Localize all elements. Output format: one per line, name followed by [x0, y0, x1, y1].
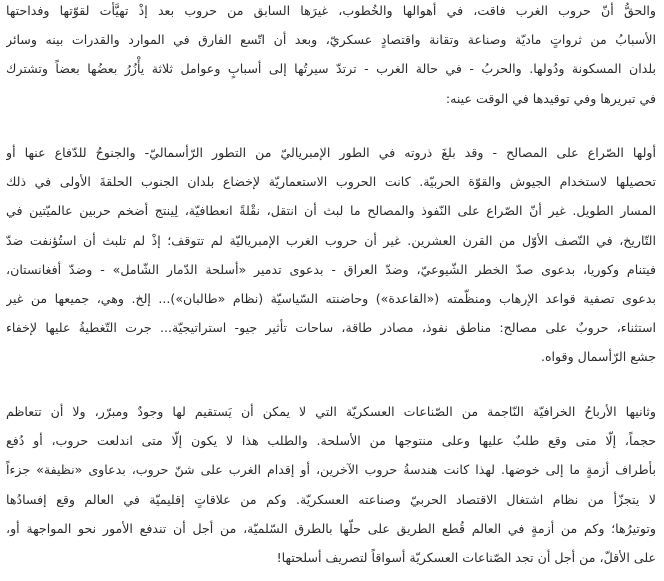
text-line: الأسبابُ من ثرواتٍ ماديّة وصناعة وتقانة واقتصادٍ عسكريّ، وبعد أن اتّسع الفارق في الموارد والقدرات بينه وسائر: [6, 32, 656, 48]
text-line: بلدان المسكونة ودُولها. والحربُ - في حالة الغرب - ترتدّ سيرتُها إلى أسبابٍ وعوامل ثلاثة يأْزُرُ بعضُها بعضاً وتشترك: [6, 61, 656, 77]
paragraph-first-reason: [6, 138, 656, 372]
text-line: أولها الصّراع على المصالح - وقد بلغَ ذروته في الطور الإمبرياليّ من التطور الرّأسماليّ- والجنوحُ للدّفاع عنها أو: [6, 145, 656, 160]
text-line: التّاريخ، في النّصف الأوّل من القرن العشرين. غير أن حروب الغرب الإمبرياليّة لم تتوقف؛ إذْ لم تلبث أن استُؤنفت ضدّ: [6, 232, 656, 248]
text-line: جشع الرّأسمال وقواه.: [540, 349, 656, 365]
text-line: المسار الطويل. غير أنّ الصّراع على النّفوذ والمصالح ما لبث أن انتقل، نقْلةً انعطافيّة، لِينتج أضخم حربين عالميّتين في: [6, 203, 656, 219]
text-line: لا يتجزّأ من نظام اشتغال الاقتصاد الحربيّ وصناعته العسكريّة. وكم من علاقاتٍ إقليميّة في العالم وقع إفسادُها: [6, 491, 656, 507]
text-line: بدعوى تصفية قواعد الإرهاب ومنظّمته («القاعدة») وحاضنته السّياسيّة (نظام «طالبان»)... إلخ. وهي، جميعها من غير: [6, 290, 656, 306]
text-line: استثناء، حروبٌ على مصالح: مناطق نفوذ، مصادر طاقة، ساحات تأثير جيو- استراتيجيّة... جرت التّغطيةُ عليها لإخفاء: [6, 320, 656, 336]
text-line: في تبريرها وفي توقيدها في الوقت عينه:: [445, 90, 656, 106]
paragraph-intro: [6, 0, 656, 113]
text-line: والحقُّ أنّ حروب الغرب فاقت، في أهوالها والخُطوب، غيرَها السابق من حروب بعد إذْ تهيَّأت لقوّتها وفداحتها: [6, 3, 656, 18]
text-line: فيتنام وكوريا، بدعوى صدّ الخطر الشّيوعيّ، وضدّ العراق - بدعوى تدمير «أسلحة الدّمار الشّامل» - وضدّ أفغانستان،: [6, 261, 656, 277]
text-line: وتوتيرُها؛ وكم من أزمةٍ في العالم قُطع الطريق على حلّها بالطرق السّلميّة، من أجل أن تندفع الأمور نحو المواجهة أو،: [6, 520, 656, 536]
text-line: تحصيلها لاستخدام الجيوش والقوّة الحربيّة. كانت الحروب الاستعماريّة لإخضاع بلدان الجنوب الحلقةَ الأولى في ذلك: [6, 174, 656, 190]
paragraph-second-reason: [6, 397, 656, 572]
text-line: على الأقلّ، من أجل أن تجد الصّناعات العسكريّة أسواقاً لتصريف أسلحتها!: [276, 549, 656, 565]
text-line: حجماً، إلّا متى وقع طلبٌ عليها وعلى منتوجها من الأسلحة. والطلب هذا لا يكون إلّا متى اندلعت حروب، أو دُفع: [6, 433, 656, 449]
text-line: وثانيها الأرباحُ الخرافيّة النّاجمة من الصّناعات العسكريّة التي لا يمكن أن يَستقيم لها وجودٌ ومبرّر، ولا أن تتعاظم: [6, 404, 656, 419]
text-line: بأطراف أزمةٍ ما إلى خوضها. لهذا كانت هندسةُ حروب الآخرين، أو إقدام الغرب على شنّ حروب، بدعاوى «نظيفة» جزءاً: [6, 462, 656, 478]
